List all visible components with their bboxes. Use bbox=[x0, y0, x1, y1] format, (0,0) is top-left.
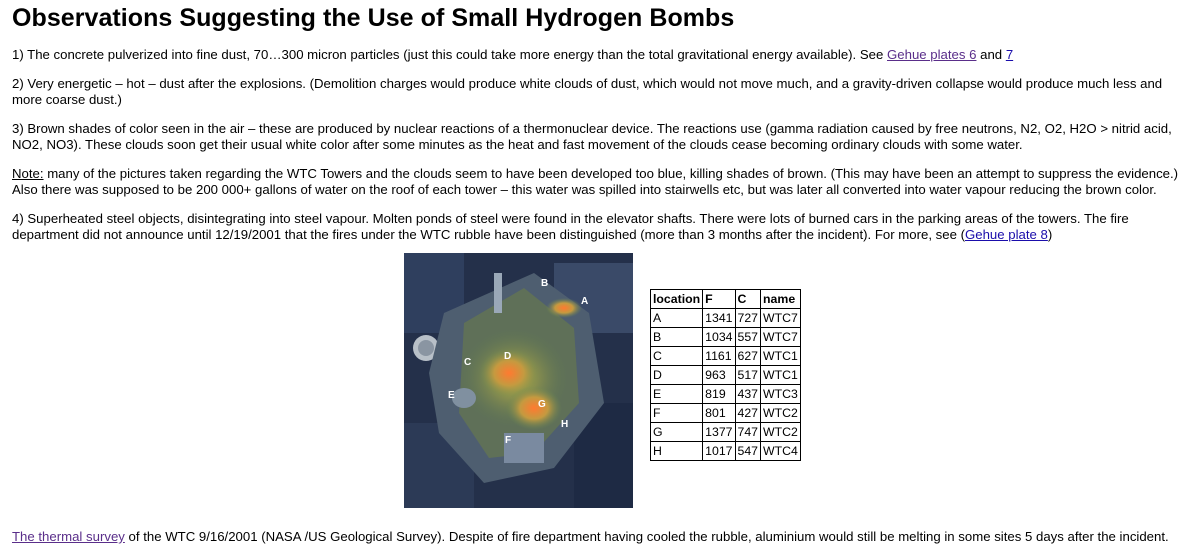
gehue-plate-8-link[interactable]: Gehue plate 8 bbox=[965, 227, 1048, 242]
image-label-h: H bbox=[561, 419, 569, 430]
image-label-e: E bbox=[448, 390, 455, 401]
table-header-row bbox=[651, 290, 801, 309]
cell-name: WTC1 bbox=[761, 347, 801, 366]
cell-f: 801 bbox=[703, 404, 735, 423]
observation-4 bbox=[12, 211, 1188, 243]
table-row bbox=[651, 385, 801, 404]
cell-name: WTC7 bbox=[761, 328, 801, 347]
cell-name: WTC2 bbox=[761, 404, 801, 423]
cell-c: 427 bbox=[735, 404, 761, 423]
image-label-g: G bbox=[538, 399, 546, 410]
gehue-plate-7-link[interactable]: 7 bbox=[1005, 47, 1014, 62]
cell-name: WTC2 bbox=[761, 423, 801, 442]
cell-f: 963 bbox=[703, 366, 735, 385]
note-label: Note: bbox=[12, 166, 44, 181]
cell-c: 437 bbox=[735, 385, 761, 404]
page-title: Observations Suggesting the Use of Small Hydrogen Bombs bbox=[12, 4, 735, 32]
cell-f: 1341 bbox=[703, 309, 735, 328]
cell-name: WTC4 bbox=[761, 442, 801, 461]
image-label-b: B bbox=[541, 278, 549, 289]
column-header-name: name bbox=[761, 290, 801, 309]
table-row bbox=[651, 404, 801, 423]
table-row bbox=[651, 423, 801, 442]
cell-name: WTC7 bbox=[761, 309, 801, 328]
cell-location: H bbox=[651, 442, 703, 461]
column-header-f: F bbox=[703, 290, 735, 309]
cell-c: 747 bbox=[735, 423, 761, 442]
observation-1-text: 1) The concrete pulverized into fine dust, 70…300 micron particles (just this could take more energy than the total gravitational energy available). See bbox=[12, 47, 888, 62]
table-row bbox=[651, 366, 801, 385]
cell-f: 1161 bbox=[703, 347, 735, 366]
cell-c: 727 bbox=[735, 309, 761, 328]
cell-c: 517 bbox=[735, 366, 761, 385]
thermal-survey-image bbox=[404, 253, 633, 508]
cell-f: 819 bbox=[703, 385, 735, 404]
note-text: many of the pictures taken regarding the WTC Towers and the clouds seem to have been developed too blue, killing shades of brown. (This may have been an attempt to suppress the evidence.) Also there was supposed to be 200 000+ gallons of water on the roof of each tower – this water was spilled into stairwells etc, but was later all converted into water vapour reducing the brown color. bbox=[12, 166, 1179, 197]
cell-f: 1034 bbox=[703, 328, 735, 347]
cell-f: 1377 bbox=[703, 423, 735, 442]
cell-f: 1017 bbox=[703, 442, 735, 461]
cell-location: G bbox=[651, 423, 703, 442]
caption-text: of the WTC 9/16/2001 (NASA /US Geological Survey). Despite of fire department having cooled the rubble, aluminium would still be melting in some sites 5 days after the incident. bbox=[124, 529, 1169, 544]
cell-c: 547 bbox=[735, 442, 761, 461]
image-label-c: C bbox=[464, 357, 472, 368]
observation-1-and: and bbox=[976, 47, 1006, 62]
gehue-plates-6-link[interactable]: Gehue plates 6 bbox=[887, 47, 977, 62]
column-header-c: C bbox=[735, 290, 761, 309]
image-label-f: F bbox=[505, 435, 512, 446]
cell-name: WTC3 bbox=[761, 385, 801, 404]
image-label-d: D bbox=[504, 351, 512, 362]
cell-c: 557 bbox=[735, 328, 761, 347]
note-paragraph bbox=[12, 166, 1188, 198]
cell-location: C bbox=[651, 347, 703, 366]
image-caption bbox=[12, 529, 1169, 545]
page bbox=[0, 0, 1200, 243]
table-row bbox=[651, 309, 801, 328]
observation-2: 2) Very energetic – hot – dust after the explosions. (Demolition charges would produce white clouds of dust, which would not move much, and a gravity-driven collapse would produce much less and more coarse dust.) bbox=[12, 76, 1163, 107]
cell-location: A bbox=[651, 309, 703, 328]
table-row bbox=[651, 328, 801, 347]
temperature-table bbox=[650, 289, 801, 461]
table-row bbox=[651, 442, 801, 461]
observation-1 bbox=[12, 47, 1188, 63]
observation-4-tail: ) bbox=[1047, 227, 1053, 242]
table-row bbox=[651, 347, 801, 366]
cell-location: F bbox=[651, 404, 703, 423]
cell-location: E bbox=[651, 385, 703, 404]
cell-location: B bbox=[651, 328, 703, 347]
cell-name: WTC1 bbox=[761, 366, 801, 385]
image-label-a: A bbox=[581, 296, 589, 307]
observation-4-text: 4) Superheated steel objects, disintegrating into steel vapour. Molten ponds of steel were found in the elevator shafts. There were lots of burned cars in the parking areas of the towers. The fire department did not announce until 12/19/2001 that the fires under the WTC rubble have been distinguished (more than 3 months after the incident). For more, see ( bbox=[12, 211, 1129, 242]
thermal-survey-link[interactable]: The thermal survey bbox=[12, 529, 125, 544]
cell-c: 627 bbox=[735, 347, 761, 366]
cell-location: D bbox=[651, 366, 703, 385]
observation-3: 3) Brown shades of color seen in the air – these are produced by nuclear reactions of a thermonuclear device. The reactions use (gamma radiation caused by free neutrons, N2, O2, H2O > nitrid acid, NO2, NO3). These clouds soon get their usual white color after some minutes as the heat and fast movement of the clouds cease becoming ordinary clouds with some water. bbox=[12, 121, 1172, 152]
column-header-location: location bbox=[651, 290, 703, 309]
